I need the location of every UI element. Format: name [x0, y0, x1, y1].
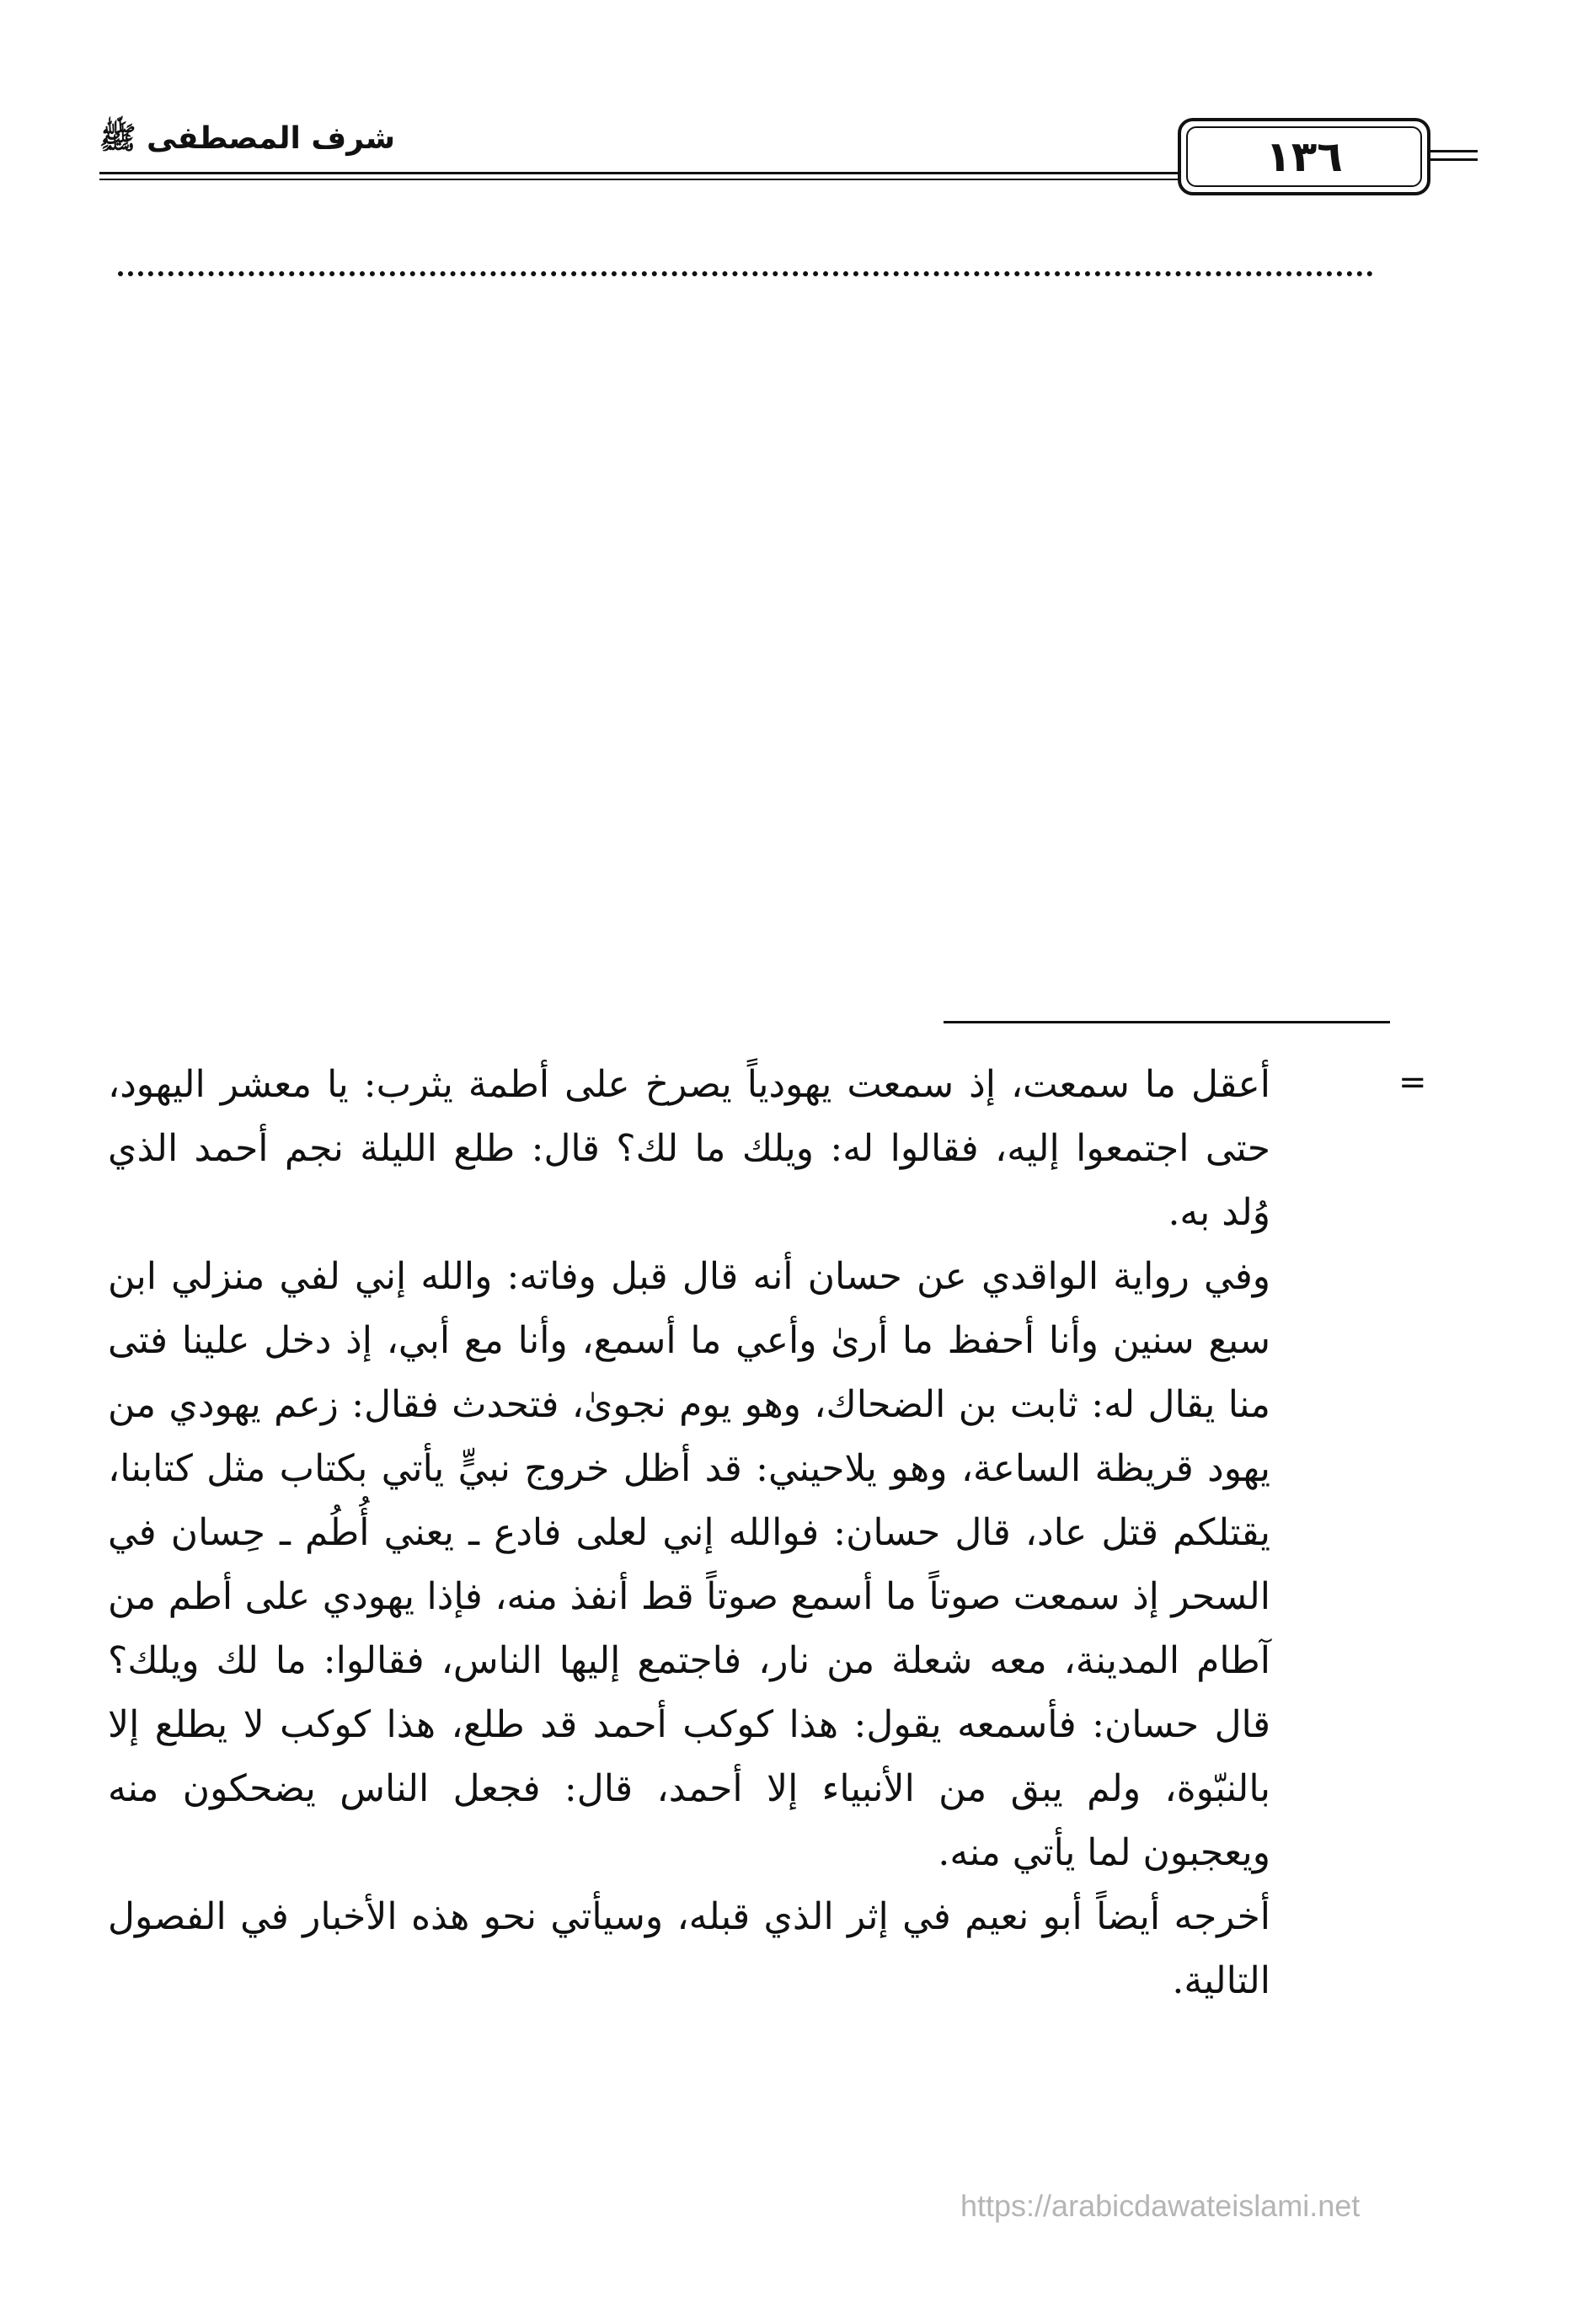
header-rule: [99, 179, 1178, 180]
page-number-frame: [1178, 118, 1430, 195]
footnote-paragraph: وفي رواية الواقدي عن حسان أنه قال قبل وفاته: والله إني لفي منزلي ابن سبع سنين وأنا أحفظ ما أرىٰ وأعي ما أسمع، وأنا مع أبي، إذ دخل علينا فتى منا يقال له: ثابت بن الضحاك، وهو يوم نجوىٰ، فتحدث فقال: زعم يهودي من يهود قريظة الساعة، وهو يلاحيني: قد أظل خروج نبيٍّ يأتي بكتاب مثل كتابنا، يقتلكم قتل عاد، قال حسان: فوالله إني لعلى فادع ـ يعني أُطُم ـ حِسان في السحر إذ سمعت صوتاً ما أسمع صوتاً قط أنفذ منه، فإذا يهودي على أطم من آطام المدينة، معه شعلة من نار، فاجتمع إليها الناس، فقالوا: ما لك ويلك؟ قال حسان: فأسمعه يقول: هذا كوكب أحمد قد طلع، هذا كوكب لا يطلع إلا بالنبّوة، ولم يبق من الأنبياء إلا أحمد، قال: فجعل الناس يضحكون منه ويعجبون لما يأتي منه.: [108, 1255, 1270, 1874]
header-ornament-line: [1430, 158, 1478, 161]
footnote-paragraph: أخرجه أيضاً أبو نعيم في إثر الذي قبله، وسيأتي نحو هذه الأخبار في الفصول التالية.: [108, 1895, 1271, 2002]
dotted-separator: [118, 271, 1373, 276]
header-rule: [99, 172, 1178, 174]
footnote-continuation-mark: =: [1398, 1063, 1427, 1102]
footnote-separator: [944, 1021, 1390, 1023]
header-ornament-line: [1430, 150, 1478, 152]
book-title: شرف المصطفى ﷺ: [99, 121, 396, 156]
page-number: ١٣٦: [1265, 132, 1343, 181]
page-header: [99, 110, 1388, 206]
footnote-text: [108, 1053, 1270, 2013]
watermark-url: https://arabicdawateislami.net: [960, 2188, 1361, 2223]
footnote-paragraph: أعقل ما سمعت، إذ سمعت يهودياً يصرخ على أطمة يثرب: يا معشر اليهود، حتى اجتمعوا إليه، فقالوا له: ويلك ما لك؟ قال: طلع الليلة نجم أحمد الذي وُلد به.: [108, 1063, 1270, 1234]
